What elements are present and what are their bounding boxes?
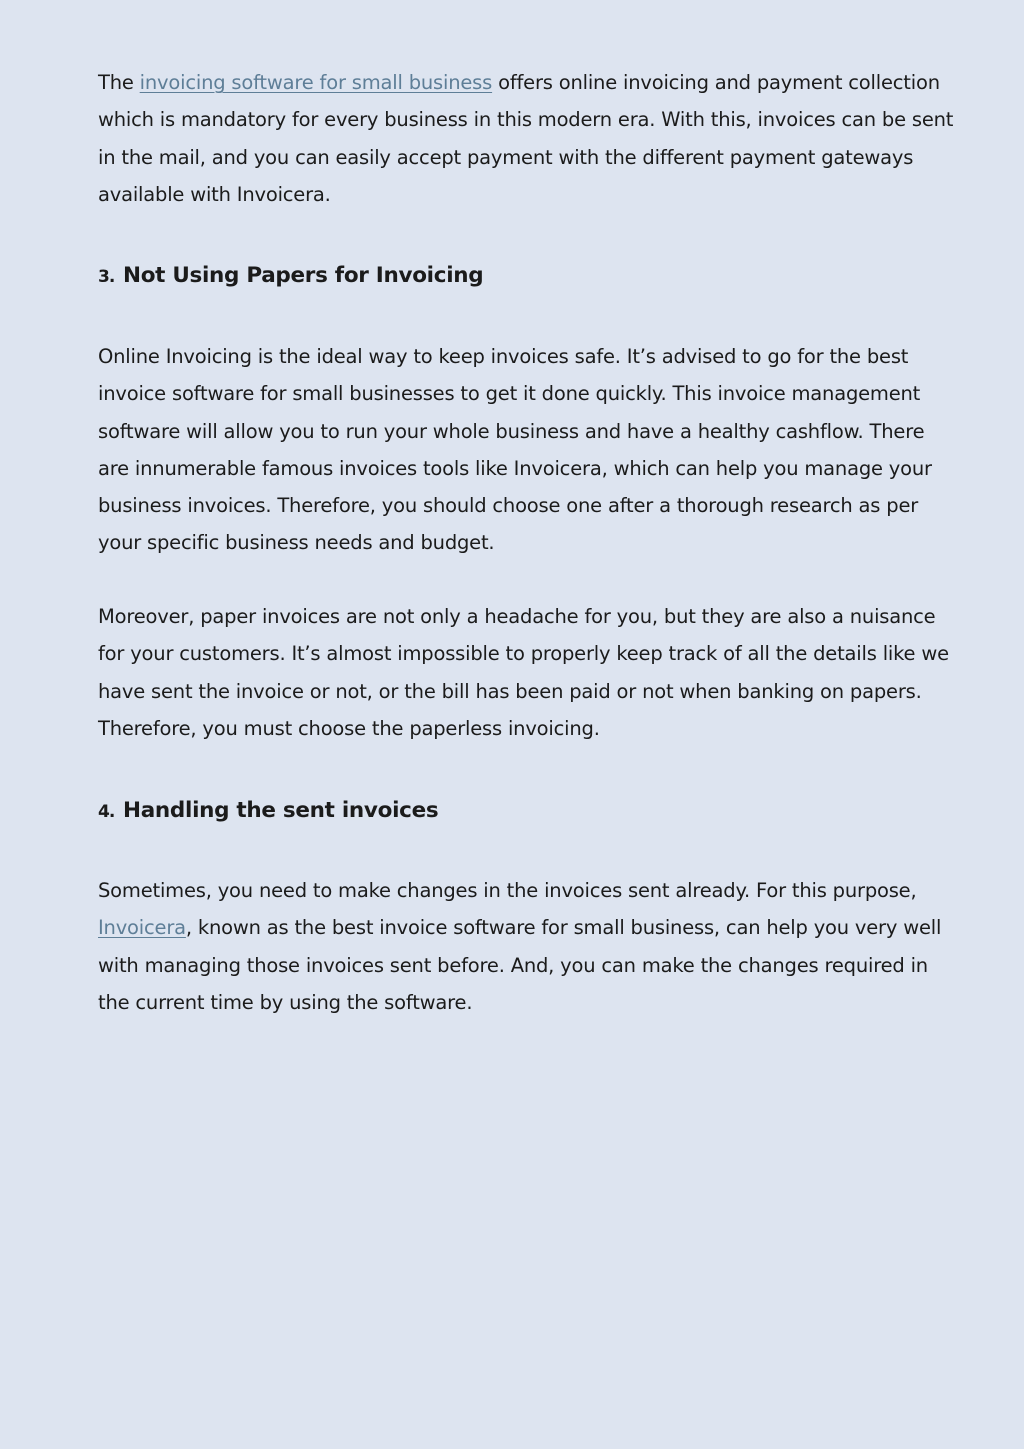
section-3-paragraph-2-block xyxy=(98,598,956,747)
section-3-paragraph-1-block xyxy=(98,338,956,562)
invoicing-software-link[interactable]: invoicing software for small business xyxy=(139,71,493,94)
section-4-title: Handling the sent invoices xyxy=(123,798,439,823)
section-4-lead-text: Sometimes, you need to make changes in the invoices sent already. For this purpose, xyxy=(98,879,917,902)
intro-rest-text: offers online invoicing and payment collection which is mandatory for every business in this modern era. With this, invoices can be sent in the mail, and you can easily accept payment with the different payment gateways available with Invoicera. xyxy=(98,71,954,206)
intro-paragraph-block xyxy=(98,64,956,213)
section-3-paragraph-2: Moreover, paper invoices are not only a headache for you, but they are also a nuisance for your customers. It’s almost impossible to properly keep track of all the details like we have sent the invoice or not, or the bill has been paid or not when banking on papers. Therefore, you must choose the paperless invoicing. xyxy=(98,605,949,740)
section-3-number: 3. xyxy=(98,267,115,287)
section-3-heading xyxy=(98,263,483,288)
intro-paragraph xyxy=(98,64,956,213)
section-4-rest-text: , known as the best invoice software for small business, can help you very well with managing those invoices sent before. And, you can make the changes required in the current time by using the software. xyxy=(98,916,942,1014)
intro-lead-text: The xyxy=(98,71,140,94)
section-4-number: 4. xyxy=(98,802,115,822)
section-3-title: Not Using Papers for Invoicing xyxy=(123,263,484,288)
invoicera-link[interactable]: Invoicera xyxy=(98,916,186,940)
section-4-paragraph xyxy=(98,872,956,1021)
section-4-heading xyxy=(98,798,438,823)
section-4-paragraph-block xyxy=(98,872,956,1021)
section-3-paragraph-1: Online Invoicing is the ideal way to keep invoices safe. It’s advised to go for the best invoice software for small businesses to get it done quickly. This invoice management software will allow you to run your whole business and have a healthy cashflow. There are innumerable famous invoices tools like Invoicera, which can help you manage your business invoices. Therefore, you should choose one after a thorough research as per your specific business needs and budget. xyxy=(98,345,932,555)
